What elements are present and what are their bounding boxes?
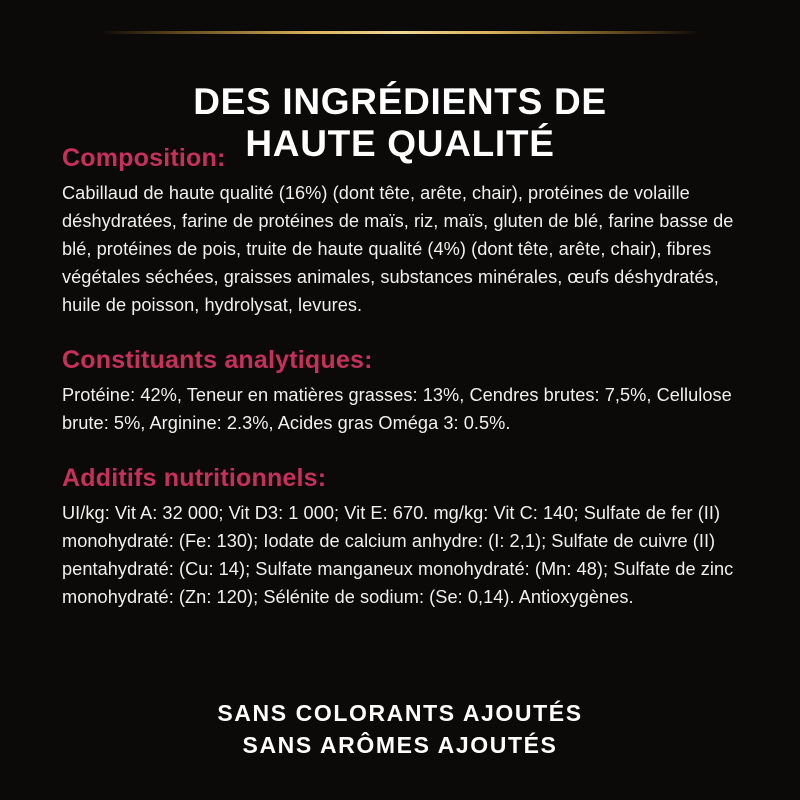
- ingredients-content: [62, 143, 738, 629]
- section-nutritional-additives-body: UI/kg: Vit A: 32 000; Vit D3: 1 000; Vit E: 670. mg/kg: Vit C: 140; Sulfate de fer (II) monohydraté: (Fe: 130); Iodate de calcium anhydre: (I: 2,1); Sulfate de cuivre (II) pentahydraté: (Cu: 14); Sulfate manganeux monohydraté: (Mn: 48); Sulfate de zinc monohydraté: (Zn: 120); Sélénite de sodium: (Se: 0,14). Antioxygènes.: [62, 503, 734, 608]
- section-composition-title: Composition:: [62, 144, 226, 172]
- gold-divider-icon: [100, 31, 700, 34]
- footer-claims: [0, 697, 800, 762]
- section-nutritional-additives-title: Additifs nutritionnels:: [62, 464, 327, 493]
- footer-claim-no-colors: SANS COLORANTS AJOUTÉS: [217, 699, 583, 726]
- section-analytical-constituents: [62, 345, 738, 437]
- page-title-line-2: HAUTE QUALITÉ: [245, 122, 555, 164]
- section-composition: [62, 143, 738, 319]
- section-nutritional-additives: [62, 463, 738, 611]
- footer-claim-no-flavors: SANS ARÔMES AJOUTÉS: [242, 732, 558, 759]
- section-analytical-constituents-body: Protéine: 42%, Teneur en matières grasses: 13%, Cendres brutes: 7,5%, Cellulose brute: 5%, Arginine: 2.3%, Acides gras Oméga 3: 0.5%.: [62, 385, 732, 434]
- section-composition-body: Cabillaud de haute qualité (16%) (dont tête, arête, chair), protéines de volaille déshydratées, farine de protéines de maïs, riz, maïs, gluten de blé, farine basse de blé, protéines de pois, truite de haute qualité (4%) (dont tête, arête, chair), fibres végétales séchées, graisses animales, substances minérales, œufs déshydratés, huile de poisson, hydrolysat, levures.: [62, 183, 734, 316]
- section-analytical-constituents-title: Constituants analytiques:: [62, 346, 373, 375]
- page-title-line-1: DES INGRÉDIENTS DE: [193, 80, 607, 122]
